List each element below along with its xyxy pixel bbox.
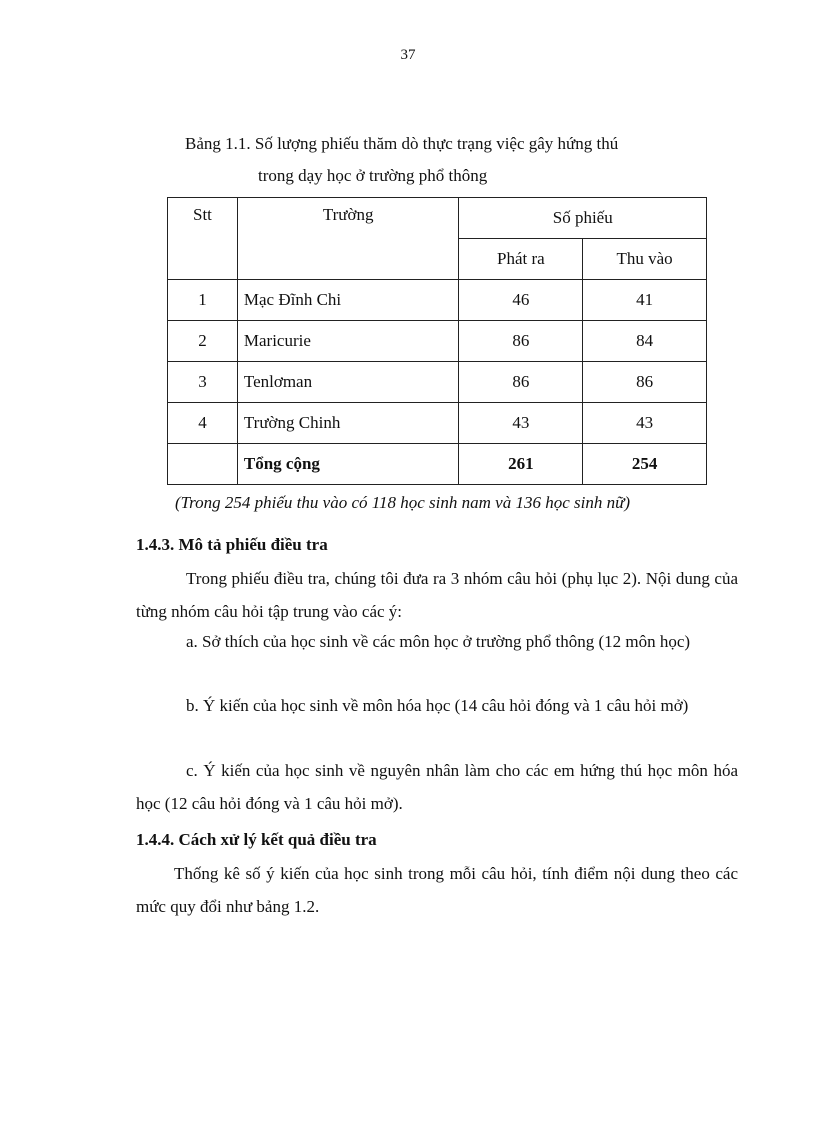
row-stt: 2 (168, 321, 238, 362)
table-total-row (168, 444, 707, 485)
table-row (168, 321, 707, 362)
table-row (168, 362, 707, 403)
row-school: Trường Chinh (237, 403, 459, 444)
paragraph-item-a (136, 625, 738, 658)
table-row (168, 403, 707, 444)
row-collected: 43 (583, 403, 707, 444)
survey-table (167, 197, 707, 485)
row-collected: 41 (583, 280, 707, 321)
paragraph-intro (136, 562, 738, 628)
page-number: 37 (400, 47, 416, 63)
header-collected: Thu vào (583, 239, 707, 280)
total-label: Tổng cộng (237, 444, 459, 485)
row-stt: 1 (168, 280, 238, 321)
paragraph-text: b. Ý kiến của học sinh về môn hóa học (14 câu hỏi đóng và 1 câu hỏi mở) (186, 696, 689, 715)
row-collected: 86 (583, 362, 707, 403)
paragraph-text: a. Sở thích của học sinh về các môn học ở trường phổ thông (12 môn học) (186, 632, 691, 651)
paragraph-text: Trong phiếu điều tra, chúng tôi đưa ra 3 nhóm câu hỏi (phụ lục 2). Nội dung của từng nhóm câu hỏi tập trung vào các ý: (136, 569, 738, 621)
header-issued: Phát ra (459, 239, 583, 280)
table-row (168, 280, 707, 321)
row-school: Maricurie (237, 321, 459, 362)
table-caption-line-2: trong dạy học ở trường phổ thông (258, 166, 488, 185)
row-issued: 43 (459, 403, 583, 444)
row-stt: 3 (168, 362, 238, 403)
paragraph-text: Thống kê số ý kiến của học sinh trong mỗi câu hỏi, tính điểm nội dung theo các mức quy đổi như bảng 1.2. (136, 864, 738, 916)
row-school: Mạc Đĩnh Chi (237, 280, 459, 321)
table-note: (Trong 254 phiếu thu vào có 118 học sinh nam và 136 học sinh nữ) (175, 493, 631, 512)
row-issued: 86 (459, 321, 583, 362)
row-issued: 46 (459, 280, 583, 321)
paragraph-item-c (136, 754, 738, 820)
section-heading-1-4-3: 1.4.3. Mô tả phiếu điều tra (136, 535, 328, 554)
row-school: Tenlơman (237, 362, 459, 403)
paragraph-processing (136, 857, 738, 923)
total-issued: 261 (459, 444, 583, 485)
total-collected: 254 (583, 444, 707, 485)
header-votes: Số phiếu (459, 198, 707, 239)
table-header-row (168, 198, 707, 239)
row-collected: 84 (583, 321, 707, 362)
header-school: Trường (237, 198, 459, 280)
header-stt: Stt (168, 198, 238, 280)
section-heading-1-4-4: 1.4.4. Cách xử lý kết quả điều tra (136, 830, 377, 849)
paragraph-text: c. Ý kiến của học sinh về nguyên nhân làm cho các em hứng thú học môn hóa học (12 câu hỏi đóng và 1 câu hỏi mở). (136, 761, 738, 813)
row-stt: 4 (168, 403, 238, 444)
row-issued: 86 (459, 362, 583, 403)
total-stt-empty (168, 444, 238, 485)
paragraph-item-b (136, 689, 738, 722)
table-caption-line-1: Bảng 1.1. Số lượng phiếu thăm dò thực trạng việc gây hứng thú (185, 134, 619, 153)
